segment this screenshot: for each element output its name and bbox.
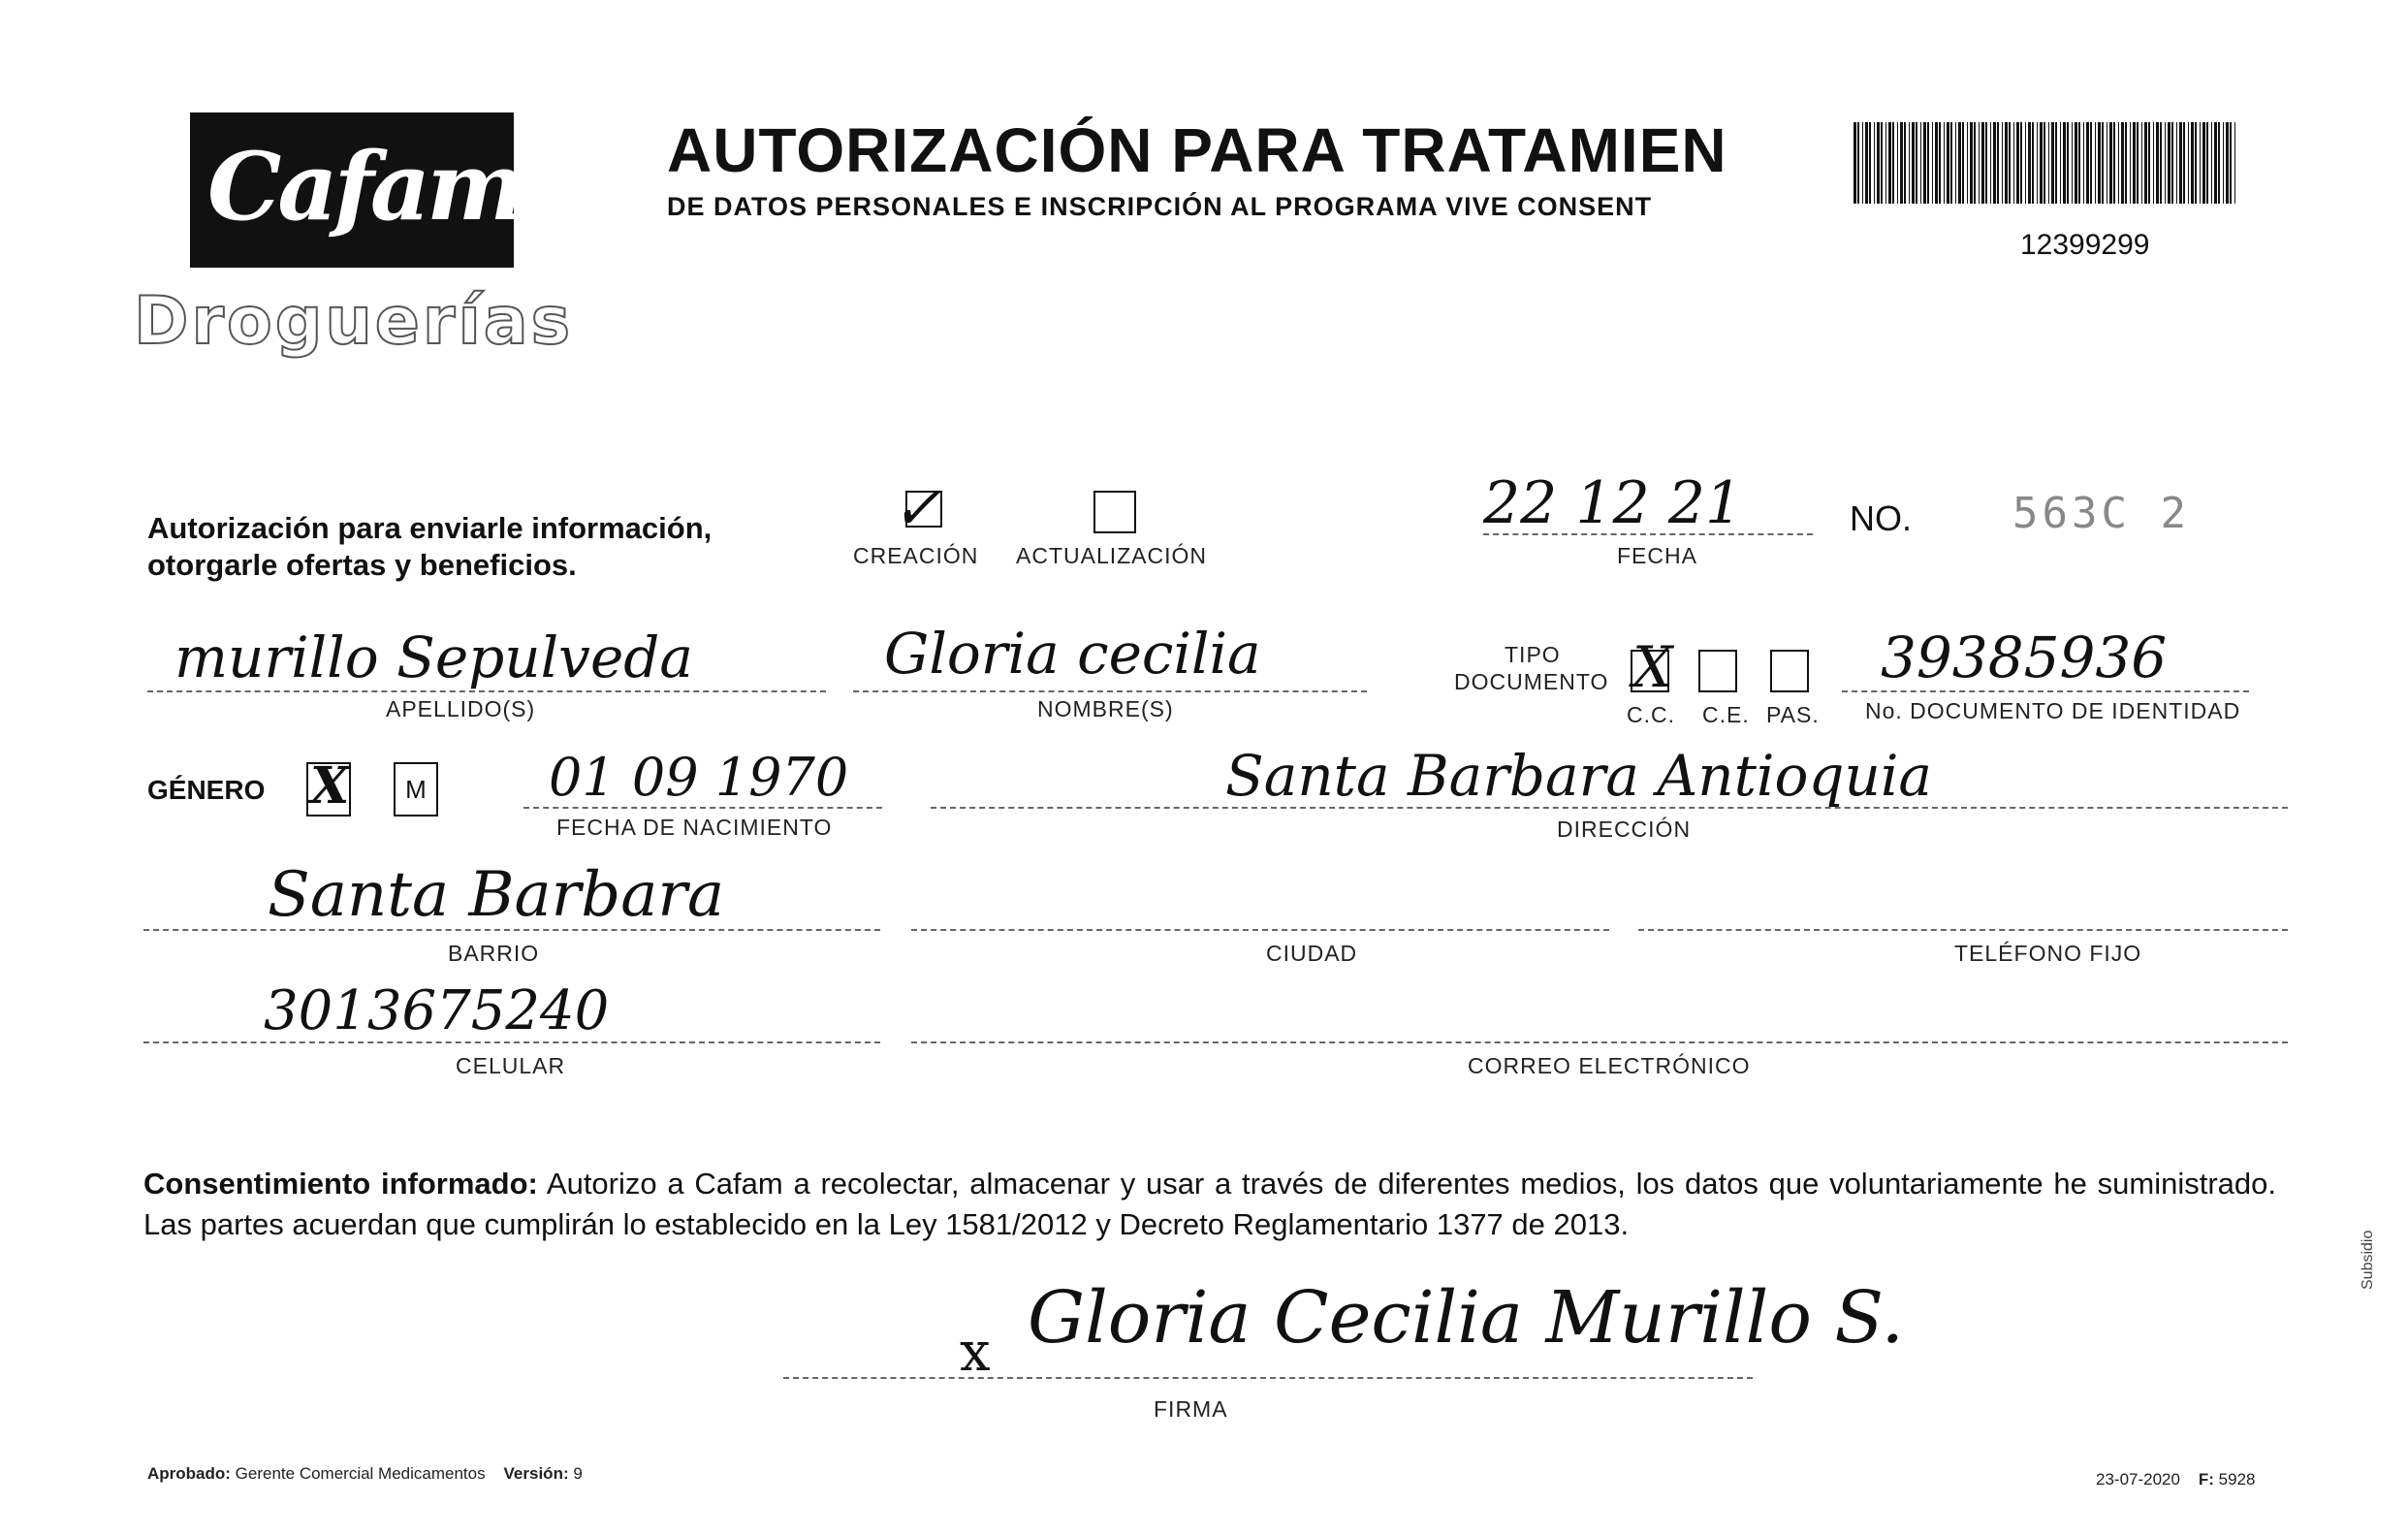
correo-line: [911, 1041, 2288, 1043]
barcode-bar: [1920, 122, 1921, 204]
signature: Gloria Cecilia Murillo S.: [1028, 1276, 1904, 1360]
direccion-line: [931, 807, 2288, 809]
celular-label: CELULAR: [456, 1053, 566, 1078]
barcode-bar: [1869, 122, 1871, 204]
barcode-bar: [2130, 122, 2131, 204]
barcode-bar: [2156, 122, 2159, 204]
barcode-bar: [2055, 122, 2057, 204]
consent-body: Autorizo a Cafam a recolectar, almacenar y usar a través de diferentes medios, los datos que voluntariamente he suministrado. Las partes acuerdan que cumplirán lo establecido en la Ley 1581/2012 y Decreto Reglamentario 1377 de 2013.: [143, 1167, 2276, 1241]
celular-line: [143, 1041, 880, 1043]
ce-label: C.E.: [1702, 702, 1750, 727]
barcode-bar: [1985, 122, 1987, 204]
barcode-bar: [1885, 122, 1886, 204]
creacion-label: CREACIÓN: [853, 543, 979, 568]
cafam-logo: Cafam: [207, 132, 522, 241]
genero-f-mark: X: [310, 756, 350, 816]
barcode-bar: [2176, 122, 2177, 204]
barcode-bar: [1874, 122, 1875, 204]
barcode-bar: [2025, 122, 2026, 204]
footer-right: [2096, 1470, 2255, 1489]
barcode-bar: [2002, 122, 2003, 204]
barcode-bar: [2075, 122, 2077, 204]
form-title: AUTORIZACIÓN PARA TRATAMIEN: [667, 115, 1727, 185]
aprobado-label: Aprobado:: [147, 1464, 231, 1483]
barcode-bar: [2200, 122, 2201, 204]
barcode-bar: [2183, 122, 2185, 204]
ciudad-line: [911, 929, 1609, 931]
tipo-label-2: DOCUMENTO: [1454, 669, 1609, 694]
barcode-bar: [1970, 122, 1973, 204]
barcode-bar: [2048, 122, 2049, 204]
barcode-bar: [1993, 122, 1996, 204]
barcode-bar: [2051, 122, 2054, 204]
barcode-bar: [2040, 122, 2043, 204]
celular-value: 3013675240: [264, 979, 610, 1042]
barcode-bar: [2153, 122, 2154, 204]
consent-paragraph: [143, 1164, 2276, 1245]
barcode-bar: [2060, 122, 2061, 204]
barcode-bar: [2148, 122, 2150, 204]
barcode-bar: [2118, 122, 2119, 204]
nacimiento-line: [523, 807, 882, 809]
barcode-bar: [2113, 122, 2115, 204]
barcode-bar: [2109, 122, 2112, 204]
barcode-bar: [2188, 122, 2189, 204]
barcode-bar: [2013, 122, 2014, 204]
barcode-bar: [2016, 122, 2019, 204]
barcode-bar: [1857, 122, 1859, 204]
barcode-bar: [1916, 122, 1917, 204]
barrio-line: [143, 929, 880, 931]
no-value: 563C 2: [2012, 489, 2190, 538]
nombres-label: NOMBRE(S): [1037, 696, 1174, 721]
telefono-label: TELÉFONO FIJO: [1954, 941, 2142, 966]
barcode-bar: [1958, 122, 1961, 204]
cc-label: C.C.: [1627, 702, 1675, 727]
barcode-bar: [1897, 122, 1898, 204]
barcode-bar: [2009, 122, 2011, 204]
barcode-bar: [2218, 122, 2220, 204]
barcode-bar: [2133, 122, 2136, 204]
barcode-bar: [2202, 122, 2205, 204]
barcode: [1854, 122, 2239, 204]
barcode-bar: [1997, 122, 1999, 204]
ciudad-label: CIUDAD: [1266, 941, 1358, 966]
barcode-bar: [2083, 122, 2084, 204]
consent-heading: Consentimiento informado:: [143, 1167, 538, 1201]
barcode-bar: [2063, 122, 2066, 204]
barrio-value: Santa Barbara: [268, 859, 725, 931]
barcode-bar: [2191, 122, 2194, 204]
barcode-bar: [1962, 122, 1964, 204]
barcode-bar: [1862, 122, 1863, 204]
logo-subtitle: Droguerías: [134, 283, 574, 360]
barcode-bar: [2005, 122, 2008, 204]
barcode-bar: [2179, 122, 2182, 204]
documento-value: 39385936: [1881, 624, 2168, 690]
no-label: NO.: [1850, 498, 1913, 538]
documento-line: [1842, 690, 2249, 692]
barcode-bar: [2171, 122, 2173, 204]
genero-label: GÉNERO: [147, 775, 266, 805]
side-vertical-text: Subsidio: [2360, 1230, 2376, 1290]
barcode-bar: [2020, 122, 2022, 204]
barcode-bar: [2037, 122, 2038, 204]
barcode-bar: [2214, 122, 2217, 204]
barcode-bar: [1950, 122, 1952, 204]
barcode-bar: [2160, 122, 2162, 204]
footer-f-value: 5928: [2218, 1470, 2256, 1489]
barcode-bar: [2028, 122, 2031, 204]
barcode-number: 12399299: [2020, 229, 2150, 261]
cc-check-mark: X: [1632, 634, 1673, 700]
fecha-value: 22 12 21: [1483, 469, 1743, 537]
barcode-bar: [1935, 122, 1938, 204]
nombres-value: Gloria cecilia: [884, 621, 1261, 687]
tipo-label-1: TIPO: [1505, 642, 1561, 667]
barcode-bar: [2090, 122, 2092, 204]
barcode-bar: [2195, 122, 2197, 204]
version-label: Versión:: [503, 1464, 569, 1483]
barcode-bar: [1981, 122, 1984, 204]
apellidos-line: [147, 690, 826, 692]
barcode-bar: [1904, 122, 1906, 204]
barcode-bar: [1927, 122, 1929, 204]
nacimiento-label: FECHA DE NACIMIENTO: [556, 815, 833, 840]
barcode-bar: [2032, 122, 2034, 204]
actualizacion-label: ACTUALIZACIÓN: [1016, 543, 1208, 568]
barcode-bar: [1990, 122, 1991, 204]
barcode-bar: [1900, 122, 1903, 204]
barcode-bar: [2165, 122, 2166, 204]
correo-label: CORREO ELECTRÓNICO: [1468, 1053, 1751, 1078]
barcode-bar: [2125, 122, 2127, 204]
documento-label: No. DOCUMENTO DE IDENTIDAD: [1865, 698, 2241, 723]
barcode-bar: [1854, 122, 1856, 204]
genero-m-checkbox[interactable]: M: [394, 762, 438, 817]
barcode-bar: [1877, 122, 1880, 204]
barcode-bar: [1932, 122, 1933, 204]
barcode-bar: [1967, 122, 1968, 204]
barcode-bar: [1944, 122, 1945, 204]
footer-f-label: F:: [2198, 1470, 2214, 1489]
direccion-value: Santa Barbara Antioquia: [1225, 743, 1932, 809]
barcode-bar: [2137, 122, 2139, 204]
version-value: 9: [573, 1464, 583, 1483]
footer-left: [147, 1464, 583, 1484]
footer-date: 23-07-2020: [2096, 1470, 2180, 1489]
barcode-bar: [1974, 122, 1976, 204]
barcode-bar: [2078, 122, 2080, 204]
nacimiento-value: 01 09 1970: [549, 747, 849, 808]
form-subtitle: DE DATOS PERSONALES E INSCRIPCIÓN AL PROGRAMA VIVE CONSENT: [667, 192, 1653, 221]
barcode-bar: [2230, 122, 2232, 204]
barcode-bar: [2206, 122, 2208, 204]
barcode-bar: [2044, 122, 2045, 204]
firma-label: FIRMA: [1154, 1396, 1228, 1422]
fecha-line: [1483, 533, 1813, 535]
barcode-bar: [2072, 122, 2073, 204]
pas-label: PAS.: [1766, 702, 1820, 727]
barcode-bar: [2168, 122, 2170, 204]
barrio-label: BARRIO: [448, 941, 540, 966]
barcode-bar: [1939, 122, 1941, 204]
barcode-bar: [1923, 122, 1926, 204]
barcode-bar: [2211, 122, 2212, 204]
barcode-bar: [1881, 122, 1883, 204]
intro-text-line1: Autorización para enviarle información,: [147, 511, 713, 545]
barcode-bar: [2141, 122, 2142, 204]
barcode-bar: [1947, 122, 1949, 204]
barcode-bar: [2067, 122, 2069, 204]
barcode-bar: [2098, 122, 2101, 204]
barcode-bar: [2144, 122, 2147, 204]
barcode-bar: [2121, 122, 2124, 204]
apellidos-label: APELLIDO(S): [386, 696, 536, 721]
nombres-line: [853, 690, 1367, 692]
barcode-bar: [1955, 122, 1956, 204]
barcode-bar: [2086, 122, 2089, 204]
firma-line: [783, 1377, 1753, 1379]
barcode-bar: [1865, 122, 1868, 204]
creacion-check-mark: ✓: [892, 475, 941, 543]
aprobado-value: Gerente Comercial Medicamentos: [235, 1464, 486, 1483]
barcode-bar: [1912, 122, 1915, 204]
direccion-label: DIRECCIÓN: [1557, 817, 1692, 842]
barcode-bar: [1892, 122, 1894, 204]
barcode-bar: [2223, 122, 2224, 204]
barcode-bar: [2226, 122, 2229, 204]
barcode-bar: [1909, 122, 1910, 204]
firma-x-mark: x: [960, 1321, 991, 1384]
barcode-bar: [2234, 122, 2235, 204]
barcode-bar: [2102, 122, 2104, 204]
pas-checkbox[interactable]: [1770, 650, 1809, 692]
telefono-line: [1638, 929, 2288, 931]
fecha-label: FECHA: [1617, 543, 1697, 568]
barcode-bar: [1888, 122, 1891, 204]
barcode-bar: [2095, 122, 2096, 204]
barcode-bar: [1979, 122, 1980, 204]
ce-checkbox[interactable]: [1698, 650, 1737, 692]
intro-text-line2: otorgarle ofertas y beneficios.: [147, 548, 577, 582]
actualizacion-checkbox[interactable]: [1093, 491, 1136, 533]
apellidos-value: murillo Sepulveda: [174, 624, 693, 690]
